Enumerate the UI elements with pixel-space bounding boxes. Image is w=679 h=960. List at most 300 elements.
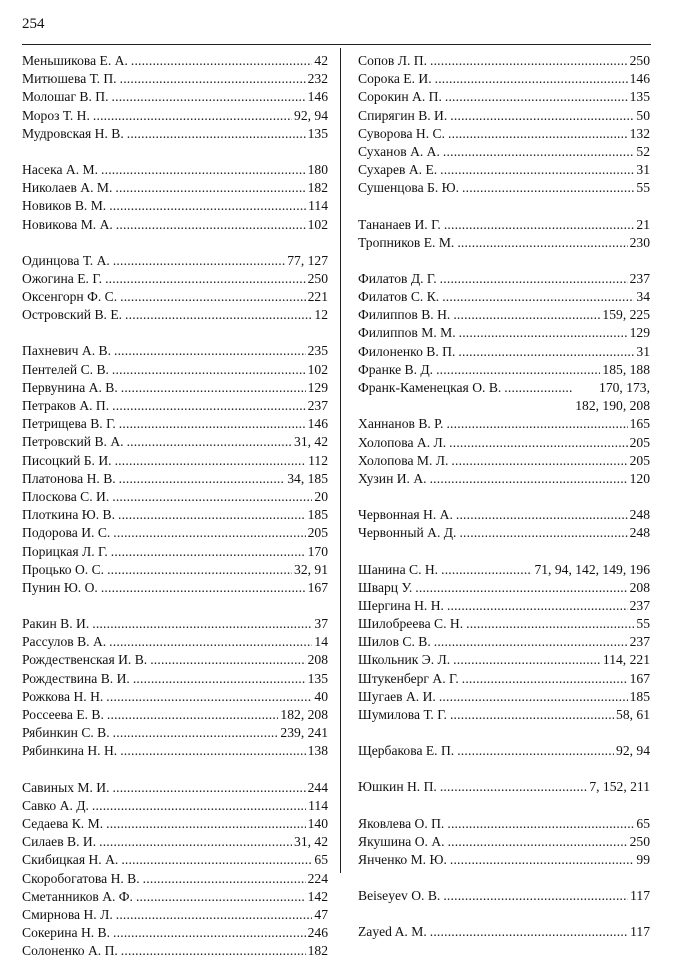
index-entry (22, 888, 328, 906)
page-numbers: 71, 94, 142, 149, 196 (534, 561, 650, 577)
author-name: Рождествина В. И. (22, 670, 130, 686)
page-numbers: 135 (307, 670, 328, 686)
page-numbers: 52 (636, 143, 650, 159)
dot-leader (112, 397, 305, 415)
index-entry (358, 815, 650, 833)
page-numbers-line-1: 170, 173, (599, 380, 650, 395)
dot-leader (441, 561, 532, 579)
dot-leader (450, 107, 634, 125)
page-numbers: 65 (636, 815, 650, 831)
index-entry (22, 361, 328, 379)
dot-leader (446, 415, 627, 433)
author-name: Рябинкина Н. Н. (22, 743, 118, 759)
dot-leader (450, 706, 614, 724)
dot-leader (101, 161, 306, 179)
dot-leader (430, 923, 628, 941)
dot-leader (450, 851, 635, 869)
group-gap (22, 143, 328, 161)
page-numbers: 117 (630, 924, 650, 940)
page-numbers: 114, 221 (602, 652, 650, 668)
page-numbers: 208 (629, 579, 650, 595)
dot-leader (114, 342, 306, 360)
author-name: Тананаев И. Г. (358, 216, 441, 232)
author-name: Писоцкий Б. И. (22, 452, 112, 468)
page-numbers: 221 (307, 289, 328, 305)
page-numbers: 31, 42 (294, 834, 328, 850)
index-entry (358, 143, 650, 161)
index-entry (358, 452, 650, 470)
author-name: Шугаев А. И. (358, 688, 436, 704)
index-entry (358, 234, 650, 252)
index-entry (22, 488, 328, 506)
page-numbers: 120 (629, 470, 650, 486)
page-numbers: 77, 127 (287, 252, 328, 268)
index-entry (358, 651, 650, 669)
index-entry (358, 70, 650, 88)
author-name: Одинцова Т. А. (22, 252, 110, 268)
author-name: Beiseyev O. B. (358, 888, 441, 904)
author-name: Петровский В. А. (22, 434, 124, 450)
author-name: Спирягин В. И. (358, 107, 448, 123)
group-gap (22, 234, 328, 252)
page-numbers: 31, 42 (294, 434, 328, 450)
index-entry (22, 52, 328, 70)
dot-leader (92, 797, 306, 815)
index-entry (22, 161, 328, 179)
dot-leader (449, 434, 627, 452)
author-name: Щербакова Е. П. (358, 743, 455, 759)
author-name: Франк-Каменецкая О. В. (358, 380, 502, 395)
index-entry (22, 870, 328, 888)
index-entry (22, 415, 328, 433)
index-entry (358, 688, 650, 706)
dot-leader (466, 615, 634, 633)
index-entry (22, 524, 328, 542)
page-numbers: 92, 94 (294, 107, 328, 123)
author-name: Сопов Л. П. (358, 53, 427, 68)
dot-leader (106, 688, 312, 706)
page-numbers: 246 (307, 925, 328, 941)
author-name: Мороз Т. Н. (22, 107, 90, 123)
page-numbers: 250 (307, 270, 328, 286)
page-numbers: 182, 208 (280, 707, 328, 722)
group-gap (358, 252, 650, 270)
page-numbers: 185 (629, 688, 650, 704)
page-numbers: 146 (307, 89, 328, 105)
author-name: Новиков В. М. (22, 198, 107, 214)
index-entry (358, 506, 650, 524)
group-gap (22, 597, 328, 615)
dot-leader (127, 125, 306, 143)
index-entry (358, 88, 650, 106)
author-name: Холопова М. Л. (358, 452, 449, 468)
author-name: Сорокин А. П. (358, 89, 442, 105)
author-name: Подорова И. С. (22, 525, 111, 541)
page-numbers: 208 (307, 652, 328, 668)
dot-leader (120, 288, 306, 306)
author-name: Скоробогатова Н. В. (22, 870, 140, 886)
group-gap (358, 869, 650, 887)
page-numbers: 12 (314, 307, 328, 323)
dot-leader (444, 216, 635, 234)
dot-leader (112, 361, 306, 379)
author-name: Оксенгорн Ф. С. (22, 289, 118, 305)
index-entry (22, 942, 328, 960)
author-name: Филиппов В. Н. (358, 307, 451, 323)
author-name: Сметанников А. Ф. (22, 888, 133, 904)
index-entry (22, 452, 328, 470)
page-numbers: 31 (636, 343, 650, 359)
dot-leader (462, 670, 628, 688)
page-numbers-line-2: 182, 190, 208 (575, 398, 650, 414)
page-numbers: 140 (307, 815, 328, 831)
author-name: Шанина С. Н. (358, 561, 439, 577)
index-entry (22, 688, 328, 706)
page-numbers (575, 379, 650, 415)
page-numbers: 146 (629, 71, 650, 87)
author-name: Ракин В. И. (22, 616, 90, 632)
dot-leader (106, 815, 306, 833)
index-entry (358, 470, 650, 488)
index-entry (358, 778, 650, 796)
page-numbers: 180 (307, 161, 328, 177)
index-entry (22, 288, 328, 306)
page-numbers: 55 (636, 616, 650, 632)
dot-leader (116, 216, 306, 234)
page-numbers: 7, 152, 211 (589, 779, 650, 795)
group-gap (358, 488, 650, 506)
page-numbers: 185 (307, 507, 328, 523)
page-numbers: 205 (307, 525, 328, 541)
author-name: Якушина О. А. (358, 833, 445, 849)
index-entry (22, 779, 328, 797)
dot-leader (99, 833, 292, 851)
group-gap (358, 797, 650, 815)
page-numbers: 185, 188 (602, 361, 650, 377)
dot-leader (113, 779, 306, 797)
dot-leader (105, 270, 306, 288)
page-numbers: 248 (629, 525, 650, 541)
index-entry (22, 470, 328, 488)
author-name: Юшкин Н. П. (358, 779, 437, 795)
index-entry (358, 524, 650, 542)
dot-leader (453, 651, 601, 669)
dot-leader (443, 887, 628, 905)
index-entry (358, 379, 650, 415)
page-numbers: 50 (636, 107, 650, 123)
page-numbers: 114 (308, 198, 328, 214)
page-numbers: 167 (307, 579, 328, 595)
page-numbers: 250 (629, 833, 650, 849)
index-entry (22, 252, 328, 270)
page-numbers: 129 (629, 325, 650, 341)
index-entry (22, 543, 328, 561)
page-numbers: 138 (307, 743, 328, 759)
page-numbers: 37 (314, 616, 328, 632)
dot-leader (120, 742, 305, 760)
index-entry (358, 561, 650, 579)
author-name: Сухарев А. Е. (358, 162, 438, 178)
dot-leader (442, 288, 634, 306)
column-divider (340, 48, 341, 873)
author-name: Седаева К. М. (22, 815, 104, 831)
index-entry (358, 670, 650, 688)
author-name: Плоткина Ю. В. (22, 507, 115, 523)
dot-leader (121, 851, 312, 869)
author-name: Сушенцова Б. Ю. (358, 180, 460, 196)
dot-leader (430, 52, 628, 70)
page-numbers: 182 (307, 180, 328, 196)
page-numbers: 235 (307, 343, 328, 359)
author-name: Рожкова Н. Н. (22, 688, 104, 704)
index-entry (22, 561, 328, 579)
author-name: Филатов Д. Г. (358, 270, 437, 286)
index-entry (358, 288, 650, 306)
index-entry (22, 579, 328, 597)
index-entry (22, 724, 328, 742)
index-entry (358, 579, 650, 597)
index-entry (22, 306, 328, 324)
index-entry (358, 887, 650, 905)
dot-leader (435, 70, 628, 88)
index-entry (22, 270, 328, 288)
dot-leader (112, 488, 312, 506)
index-column-right (358, 52, 650, 942)
index-entry (22, 924, 328, 942)
dot-leader (447, 597, 628, 615)
index-entry (22, 706, 328, 724)
dot-leader (462, 179, 634, 197)
dot-leader (107, 706, 279, 724)
page-numbers: 237 (629, 270, 650, 286)
author-name: Савиных М. И. (22, 779, 110, 795)
index-entry (22, 179, 328, 197)
dot-leader (118, 506, 306, 524)
dot-leader (459, 324, 628, 342)
page-numbers: 159, 225 (602, 307, 650, 323)
index-entry (22, 651, 328, 669)
author-name: Франке В. Д. (358, 361, 434, 377)
author-name: Шилобреева С. Н. (358, 616, 464, 632)
author-name: Шилов С. В. (358, 634, 431, 650)
author-name: Смирнова Н. Л. (22, 906, 113, 922)
page-numbers: 205 (629, 434, 650, 450)
group-gap (358, 543, 650, 561)
dot-leader (121, 379, 306, 397)
page-numbers: 32, 91 (294, 561, 328, 577)
page-numbers: 167 (629, 670, 650, 686)
index-entry (358, 851, 650, 869)
index-entry (22, 379, 328, 397)
index-entry (22, 107, 328, 125)
index-entry (22, 906, 328, 924)
author-name: Скибицкая Н. А. (22, 852, 119, 868)
dot-leader (113, 524, 305, 542)
index-entry (22, 670, 328, 688)
index-entry (358, 125, 650, 143)
author-name: Тропников Е. М. (358, 234, 455, 250)
page-numbers: 239, 241 (280, 725, 328, 741)
index-entry (22, 506, 328, 524)
author-name: Мудровская Н. В. (22, 125, 124, 141)
index-entry (22, 197, 328, 215)
dot-leader (119, 470, 286, 488)
author-name: Николаев А. М. (22, 180, 113, 196)
page-numbers: 135 (307, 125, 328, 141)
index-entry (358, 52, 650, 70)
author-name: Силаев В. И. (22, 834, 97, 850)
dot-leader (127, 433, 292, 451)
author-name: Хузин И. А. (358, 470, 427, 486)
index-entry (358, 597, 650, 615)
page-numbers: 34, 185 (287, 470, 328, 486)
dot-leader (434, 633, 628, 651)
page-numbers: 114 (308, 797, 328, 813)
author-name: Рябинкин С. В. (22, 725, 110, 741)
dot-leader (119, 415, 306, 433)
index-entry (358, 361, 650, 379)
index-column-left (22, 52, 328, 960)
dot-leader (143, 870, 306, 888)
dot-leader (93, 107, 292, 125)
index-entry (358, 633, 650, 651)
group-gap (358, 198, 650, 216)
author-name: Суханов А. А. (358, 143, 440, 159)
index-entry (22, 342, 328, 360)
page-numbers: 21 (636, 216, 650, 232)
page-numbers: 65 (314, 852, 328, 868)
dot-leader (150, 651, 305, 669)
dot-leader (459, 524, 627, 542)
dot-leader (439, 688, 628, 706)
page-numbers: 244 (307, 779, 328, 795)
author-name: Ханнанов В. Р. (358, 416, 444, 432)
author-name: Петрищева В. Г. (22, 416, 116, 432)
index-entry (358, 161, 650, 179)
author-name: Солоненко А. П. (22, 943, 118, 959)
author-name: Плоскова С. И. (22, 488, 110, 504)
dot-leader (457, 742, 614, 760)
index-entry (22, 815, 328, 833)
author-name: Шергина Н. Н. (358, 597, 444, 613)
dot-leader (107, 561, 292, 579)
dot-leader (440, 161, 634, 179)
author-name: Молошаг В. П. (22, 89, 109, 105)
page-numbers: 112 (308, 452, 328, 468)
dot-leader (116, 906, 313, 924)
page-numbers: 129 (307, 379, 328, 395)
page-numbers: 135 (629, 89, 650, 105)
index-entry (22, 88, 328, 106)
dot-leader (453, 306, 600, 324)
index-entry (22, 397, 328, 415)
author-name: Янченко М. Ю. (358, 851, 447, 867)
index-entry (22, 70, 328, 88)
dot-leader (113, 924, 306, 942)
author-name: Яковлева О. П. (358, 815, 445, 831)
page-numbers: 170 (307, 543, 328, 559)
dot-leader (448, 125, 628, 143)
page-numbers: 237 (307, 398, 328, 413)
author-name: Школьник Э. Л. (358, 652, 451, 668)
page-numbers: 20 (314, 488, 328, 504)
page-numbers: 182 (307, 943, 328, 959)
index-entry (22, 833, 328, 851)
author-name: Платонова Н. В. (22, 470, 116, 486)
index-entry (358, 833, 650, 851)
dot-leader (456, 506, 628, 524)
author-name: Филоненко В. П. (358, 343, 456, 359)
dot-leader (121, 942, 306, 960)
author-name: Пунин Ю. О. (22, 579, 98, 595)
index-entry (358, 415, 650, 433)
dot-leader (113, 724, 279, 742)
dot-leader (112, 88, 306, 106)
author-name: Пентелей С. В. (22, 361, 109, 377)
author-name: Холопова А. Л. (358, 434, 447, 450)
index-entry (358, 615, 650, 633)
dot-leader (448, 833, 628, 851)
dot-leader (504, 379, 573, 397)
index-entry (358, 343, 650, 361)
author-name: Сокерина Н. В. (22, 925, 111, 941)
dot-leader (447, 815, 634, 833)
dot-leader (111, 543, 306, 561)
group-gap (22, 324, 328, 342)
author-name: Новикова М. А. (22, 216, 113, 232)
index-entry (358, 306, 650, 324)
author-name: Шумилова Т. Г. (358, 707, 447, 723)
dot-leader (125, 306, 312, 324)
dot-leader (136, 888, 306, 906)
group-gap (22, 761, 328, 779)
author-name: Островский В. Е. (22, 307, 123, 323)
index-entry (22, 216, 328, 234)
index-entry (22, 125, 328, 143)
group-gap (358, 760, 650, 778)
dot-leader (445, 88, 628, 106)
page-numbers: 232 (307, 71, 328, 87)
group-gap (358, 724, 650, 742)
dot-leader (109, 197, 306, 215)
index-entry (358, 216, 650, 234)
dot-leader (440, 270, 628, 288)
author-name: Процько О. С. (22, 561, 105, 577)
page-numbers: 99 (636, 851, 650, 867)
dot-leader (458, 343, 634, 361)
author-name: Суворова Н. С. (358, 125, 445, 141)
index-entry (358, 434, 650, 452)
page-numbers: 102 (307, 216, 328, 232)
page-numbers: 55 (636, 180, 650, 196)
author-name: Филатов С. К. (358, 289, 440, 305)
dot-leader (101, 579, 306, 597)
page-numbers: 224 (307, 870, 328, 886)
author-name: Порицкая Л. Г. (22, 543, 108, 559)
author-name: Насека А. М. (22, 161, 99, 177)
index-entry (22, 797, 328, 815)
page-numbers: 250 (629, 53, 650, 68)
dot-leader (133, 670, 306, 688)
index-entry (22, 433, 328, 451)
page-numbers: 237 (629, 634, 650, 650)
index-entry (358, 324, 650, 342)
page-numbers: 248 (629, 507, 650, 523)
page-numbers: 205 (629, 452, 650, 468)
index-entry (358, 107, 650, 125)
page-numbers: 31 (636, 162, 650, 178)
dot-leader (430, 470, 628, 488)
